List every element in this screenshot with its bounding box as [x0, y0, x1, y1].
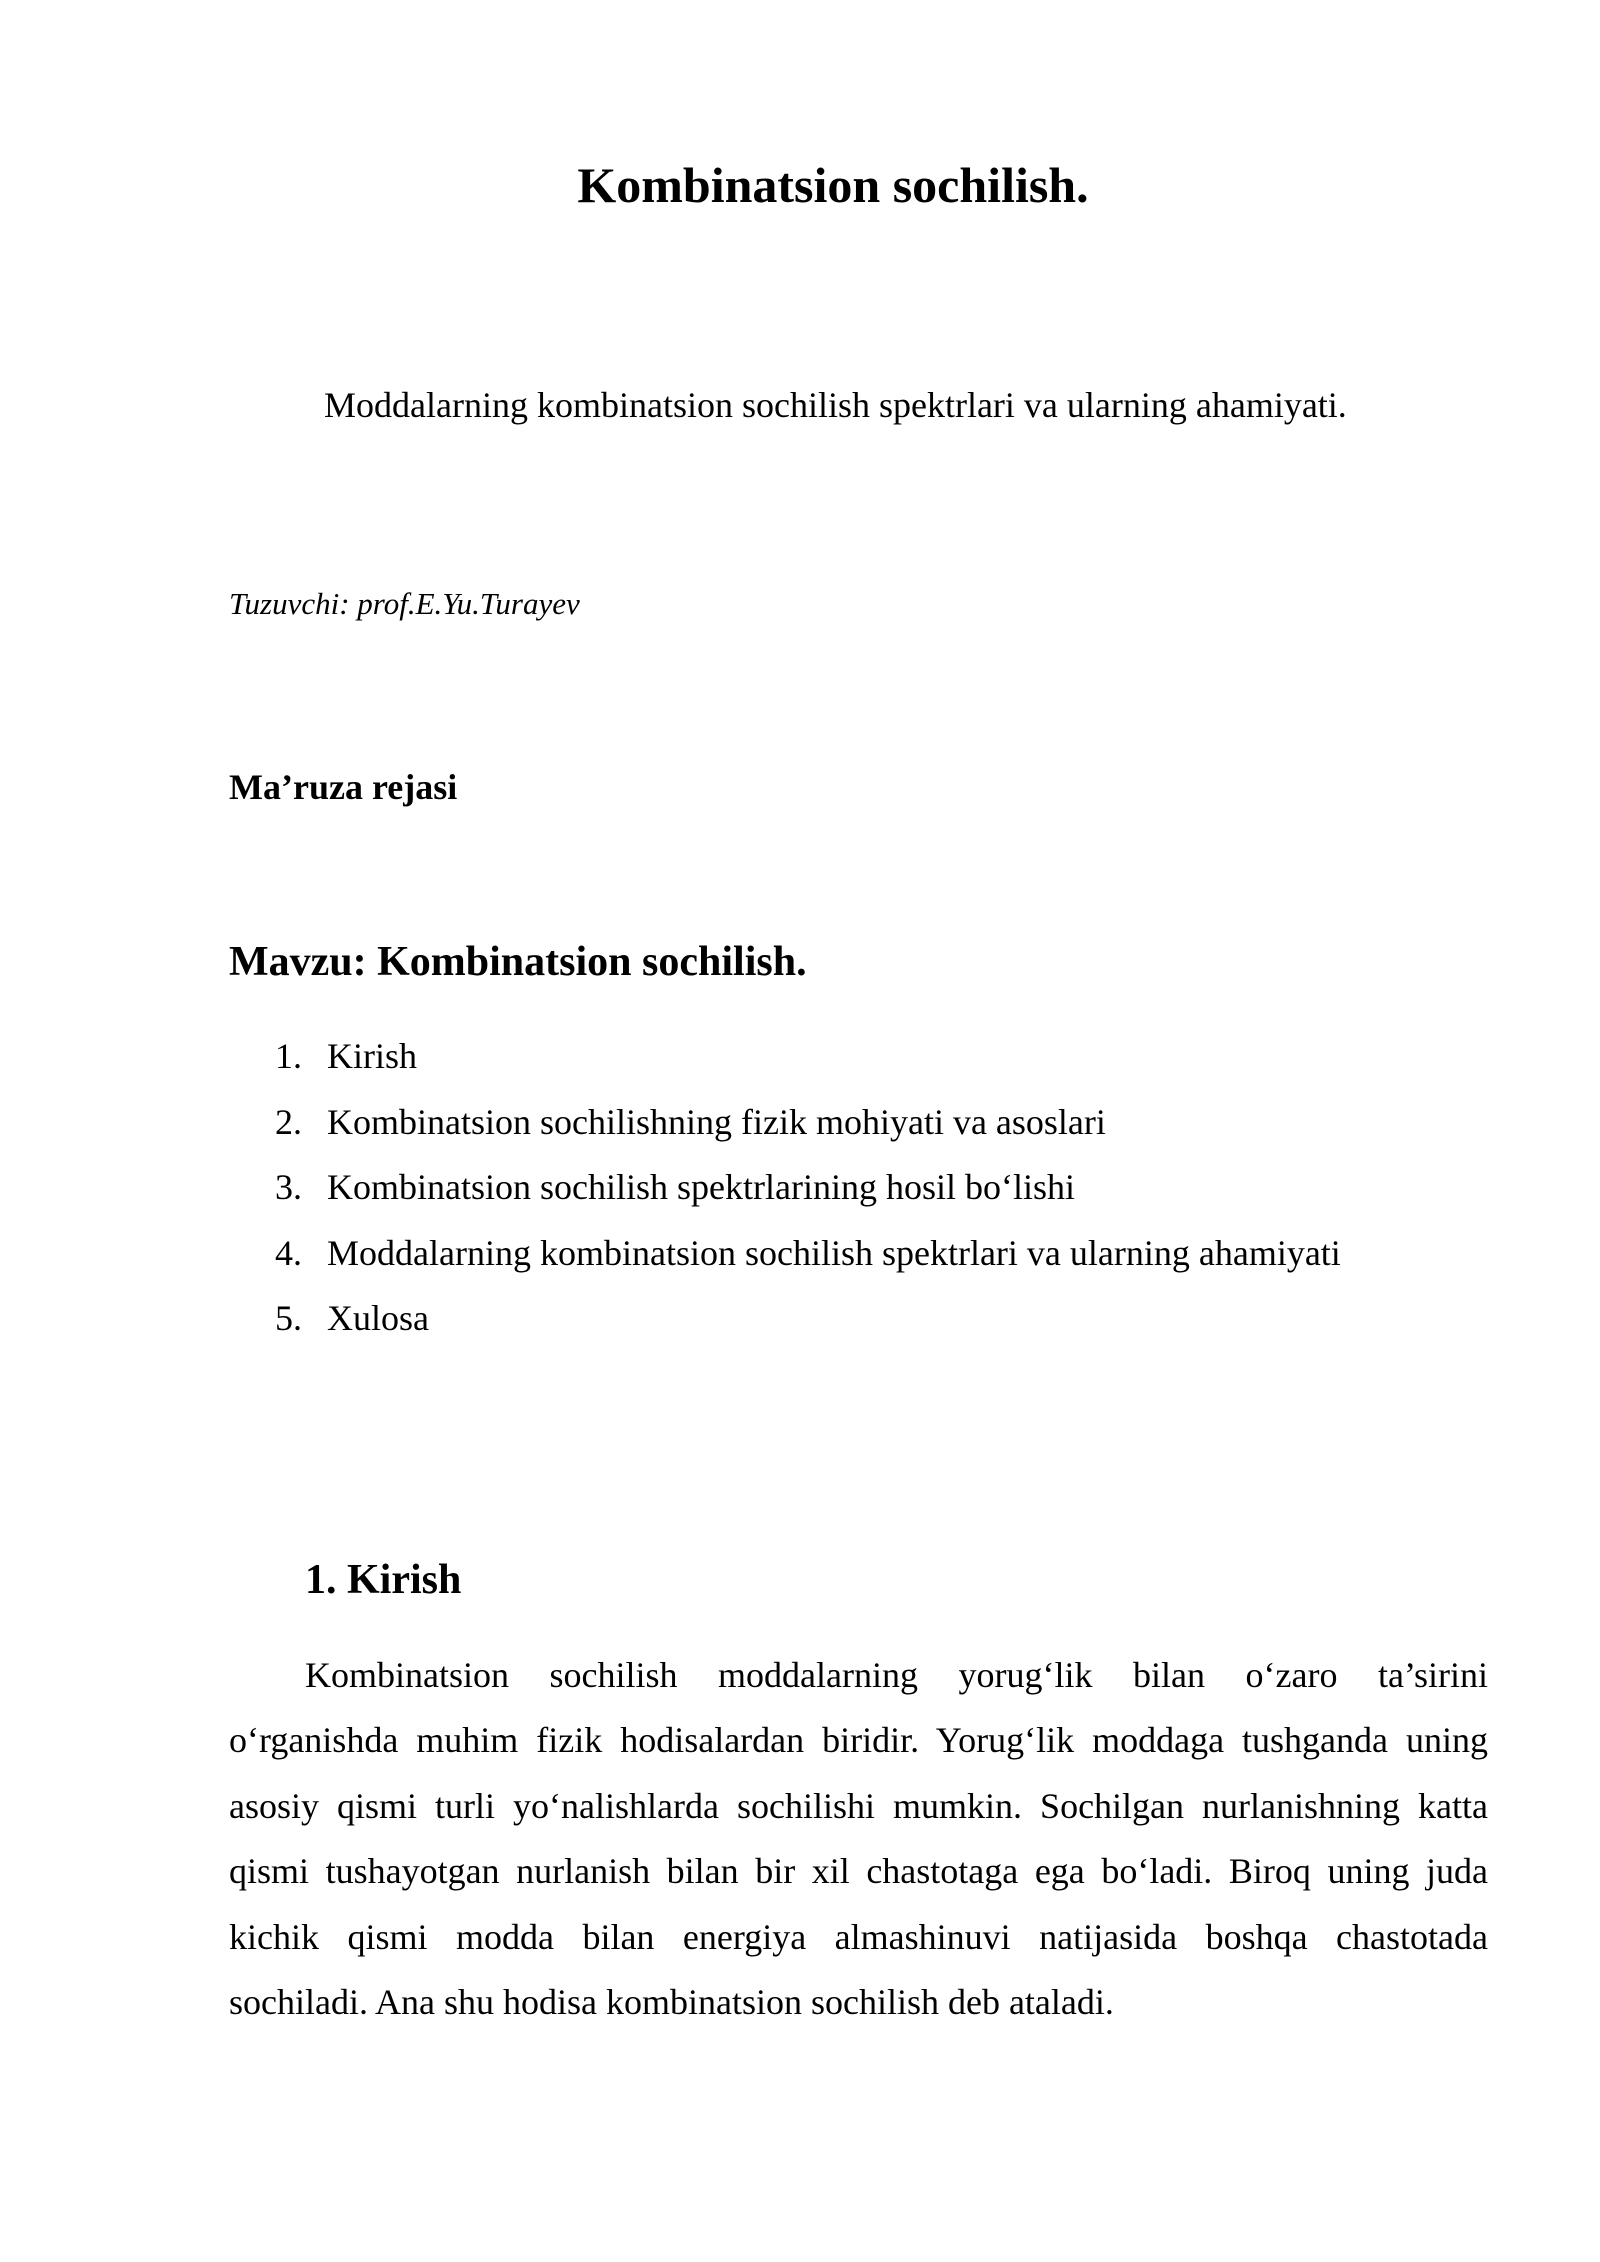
- plan-item-number: 3.: [275, 1167, 302, 1207]
- document-subtitle: Moddalarning kombinatsion sochilish spektrlari va ularning ahamiyati.: [324, 385, 1347, 425]
- paragraph-line: asosiy qismi turli yo‘nalishlarda sochilishi mumkin. Sochilgan nurlanishning katta: [229, 1785, 1488, 1826]
- paragraph-line: qismi tushayotgan nurlanish bilan bir xil chastotaga ega bo‘ladi. Biroq uning juda: [229, 1851, 1488, 1892]
- plan-list-item: [275, 1024, 1341, 1090]
- plan-list: [275, 1024, 1341, 1352]
- plan-item-text: Xulosa: [327, 1298, 429, 1338]
- paragraph-line: sochiladi. Ana shu hodisa kombinatsion sochilish deb ataladi.: [229, 1981, 1114, 2022]
- plan-item-number: 1.: [275, 1036, 302, 1076]
- paragraph-line: Kombinatsion sochilish moddalarning yorug‘lik bilan o‘zaro ta’sirini: [305, 1655, 1488, 1695]
- author-line: Tuzuvchi: prof.E.Yu.Turayev: [229, 586, 580, 621]
- plan-item-text: Kombinatsion sochilish spektrlarining hosil bo‘lishi: [327, 1167, 1075, 1207]
- paragraph-line: kichik qismi modda bilan energiya almashinuvi natijasida boshqa chastotada: [229, 1916, 1488, 1957]
- plan-item-text: Kombinatsion sochilishning fizik mohiyati va asoslari: [327, 1101, 1106, 1142]
- plan-list-item: [275, 1090, 1341, 1156]
- plan-list-item: [275, 1286, 1341, 1352]
- plan-item-text: Kirish: [327, 1036, 417, 1076]
- body-paragraph: [229, 1643, 1488, 2035]
- topic-heading: Mavzu: Kombinatsion sochilish.: [229, 939, 807, 985]
- section-heading: 1. Kirish: [305, 1557, 462, 1603]
- plan-list-item: [275, 1221, 1341, 1287]
- plan-heading: Ma’ruza rejasi: [229, 767, 458, 807]
- plan-item-text: Moddalarning kombinatsion sochilish spektrlari va ularning ahamiyati: [327, 1232, 1341, 1273]
- plan-item-number: 5.: [275, 1298, 302, 1338]
- paragraph-line: o‘rganishda muhim fizik hodisalardan biridir. Yorug‘lik moddaga tushganda uning: [229, 1720, 1488, 1761]
- plan-list-item: [275, 1155, 1341, 1221]
- document-title: Kombinatsion sochilish.: [577, 157, 1089, 213]
- plan-item-number: 4.: [275, 1232, 302, 1273]
- plan-item-number: 2.: [275, 1101, 302, 1142]
